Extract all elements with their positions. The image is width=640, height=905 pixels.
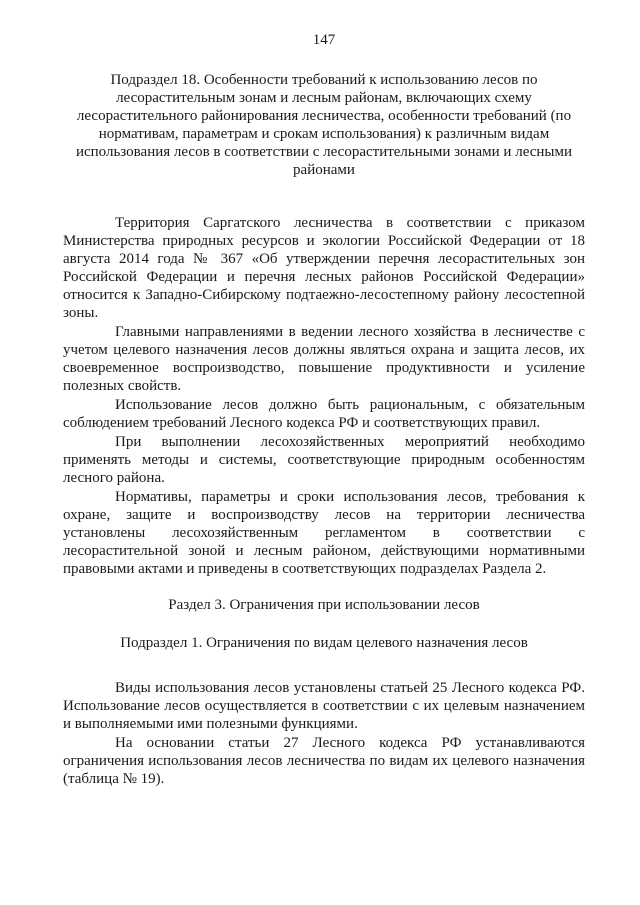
body-part-1 [63,214,585,578]
paragraph: Виды использования лесов установлены статьей 25 Лесного кодекса РФ. Использование лесов осуществляется в соответствии с их целевым назначением и выполняемыми ими полезными функциями. [63,680,585,732]
paragraph: При выполнении лесохозяйственных мероприятий необходимо применять методы и системы, соответствующие природным особенностям лесного района. [63,434,585,486]
paragraph: На основании статьи 27 Лесного кодекса РФ устанавливаются ограничения использования лесов лесничества по видам их целевого назначения (таблица № 19). [63,735,585,787]
section-3-title: Раздел 3. Ограничения при использовании лесов [168,597,480,613]
paragraph: Территория Саргатского лесничества в соответствии с приказом Министерства природных ресурсов и экологии Российской Федерации от 18 августа 2014 года № 367 «Об утверждении перечня лесорастительных зон Российской Федерации и перечня лесных районов Российской Федерации» относится к Западно-Сибирскому подтаежно-лесостепному району лесостепной зоны. [63,215,585,321]
paragraph: Нормативы, параметры и сроки использования лесов, требования к охране, защите и воспроизводству лесов на территории лесничества установлены лесохозяйственным регламентом в соответствии с лесорастительной зоной и лесным районом, действующими нормативными правовыми актами и приведены в соответствующих подразделах Раздела 2. [63,489,585,577]
subsection-1-title: Подраздел 1. Ограничения по видам целевого назначения лесов [120,635,528,651]
subsection-18-title: Подраздел 18. Особенности требований к использованию лесов по лесорастительным зонам и лесным районам, включающих схему лесорастительного районирования лесничества, особенности требований (по нормативам, параметрам и срокам использования) к различным видам использования лесов в соответствии с лесорастительными зонами и лесными районами [75,72,573,178]
body-part-2 [63,679,585,788]
page-number: 147 [312,32,336,48]
paragraph: Главными направлениями в ведении лесного хозяйства в лесничестве с учетом целевого назначения лесов должны являться охрана и защита лесов, их своевременное воспроизводство, повышение продуктивности и усиление полезных свойств. [63,324,585,394]
paragraph: Использование лесов должно быть рациональным, с обязательным соблюдением требований Лесного кодекса РФ и соответствующих правил. [63,397,585,431]
